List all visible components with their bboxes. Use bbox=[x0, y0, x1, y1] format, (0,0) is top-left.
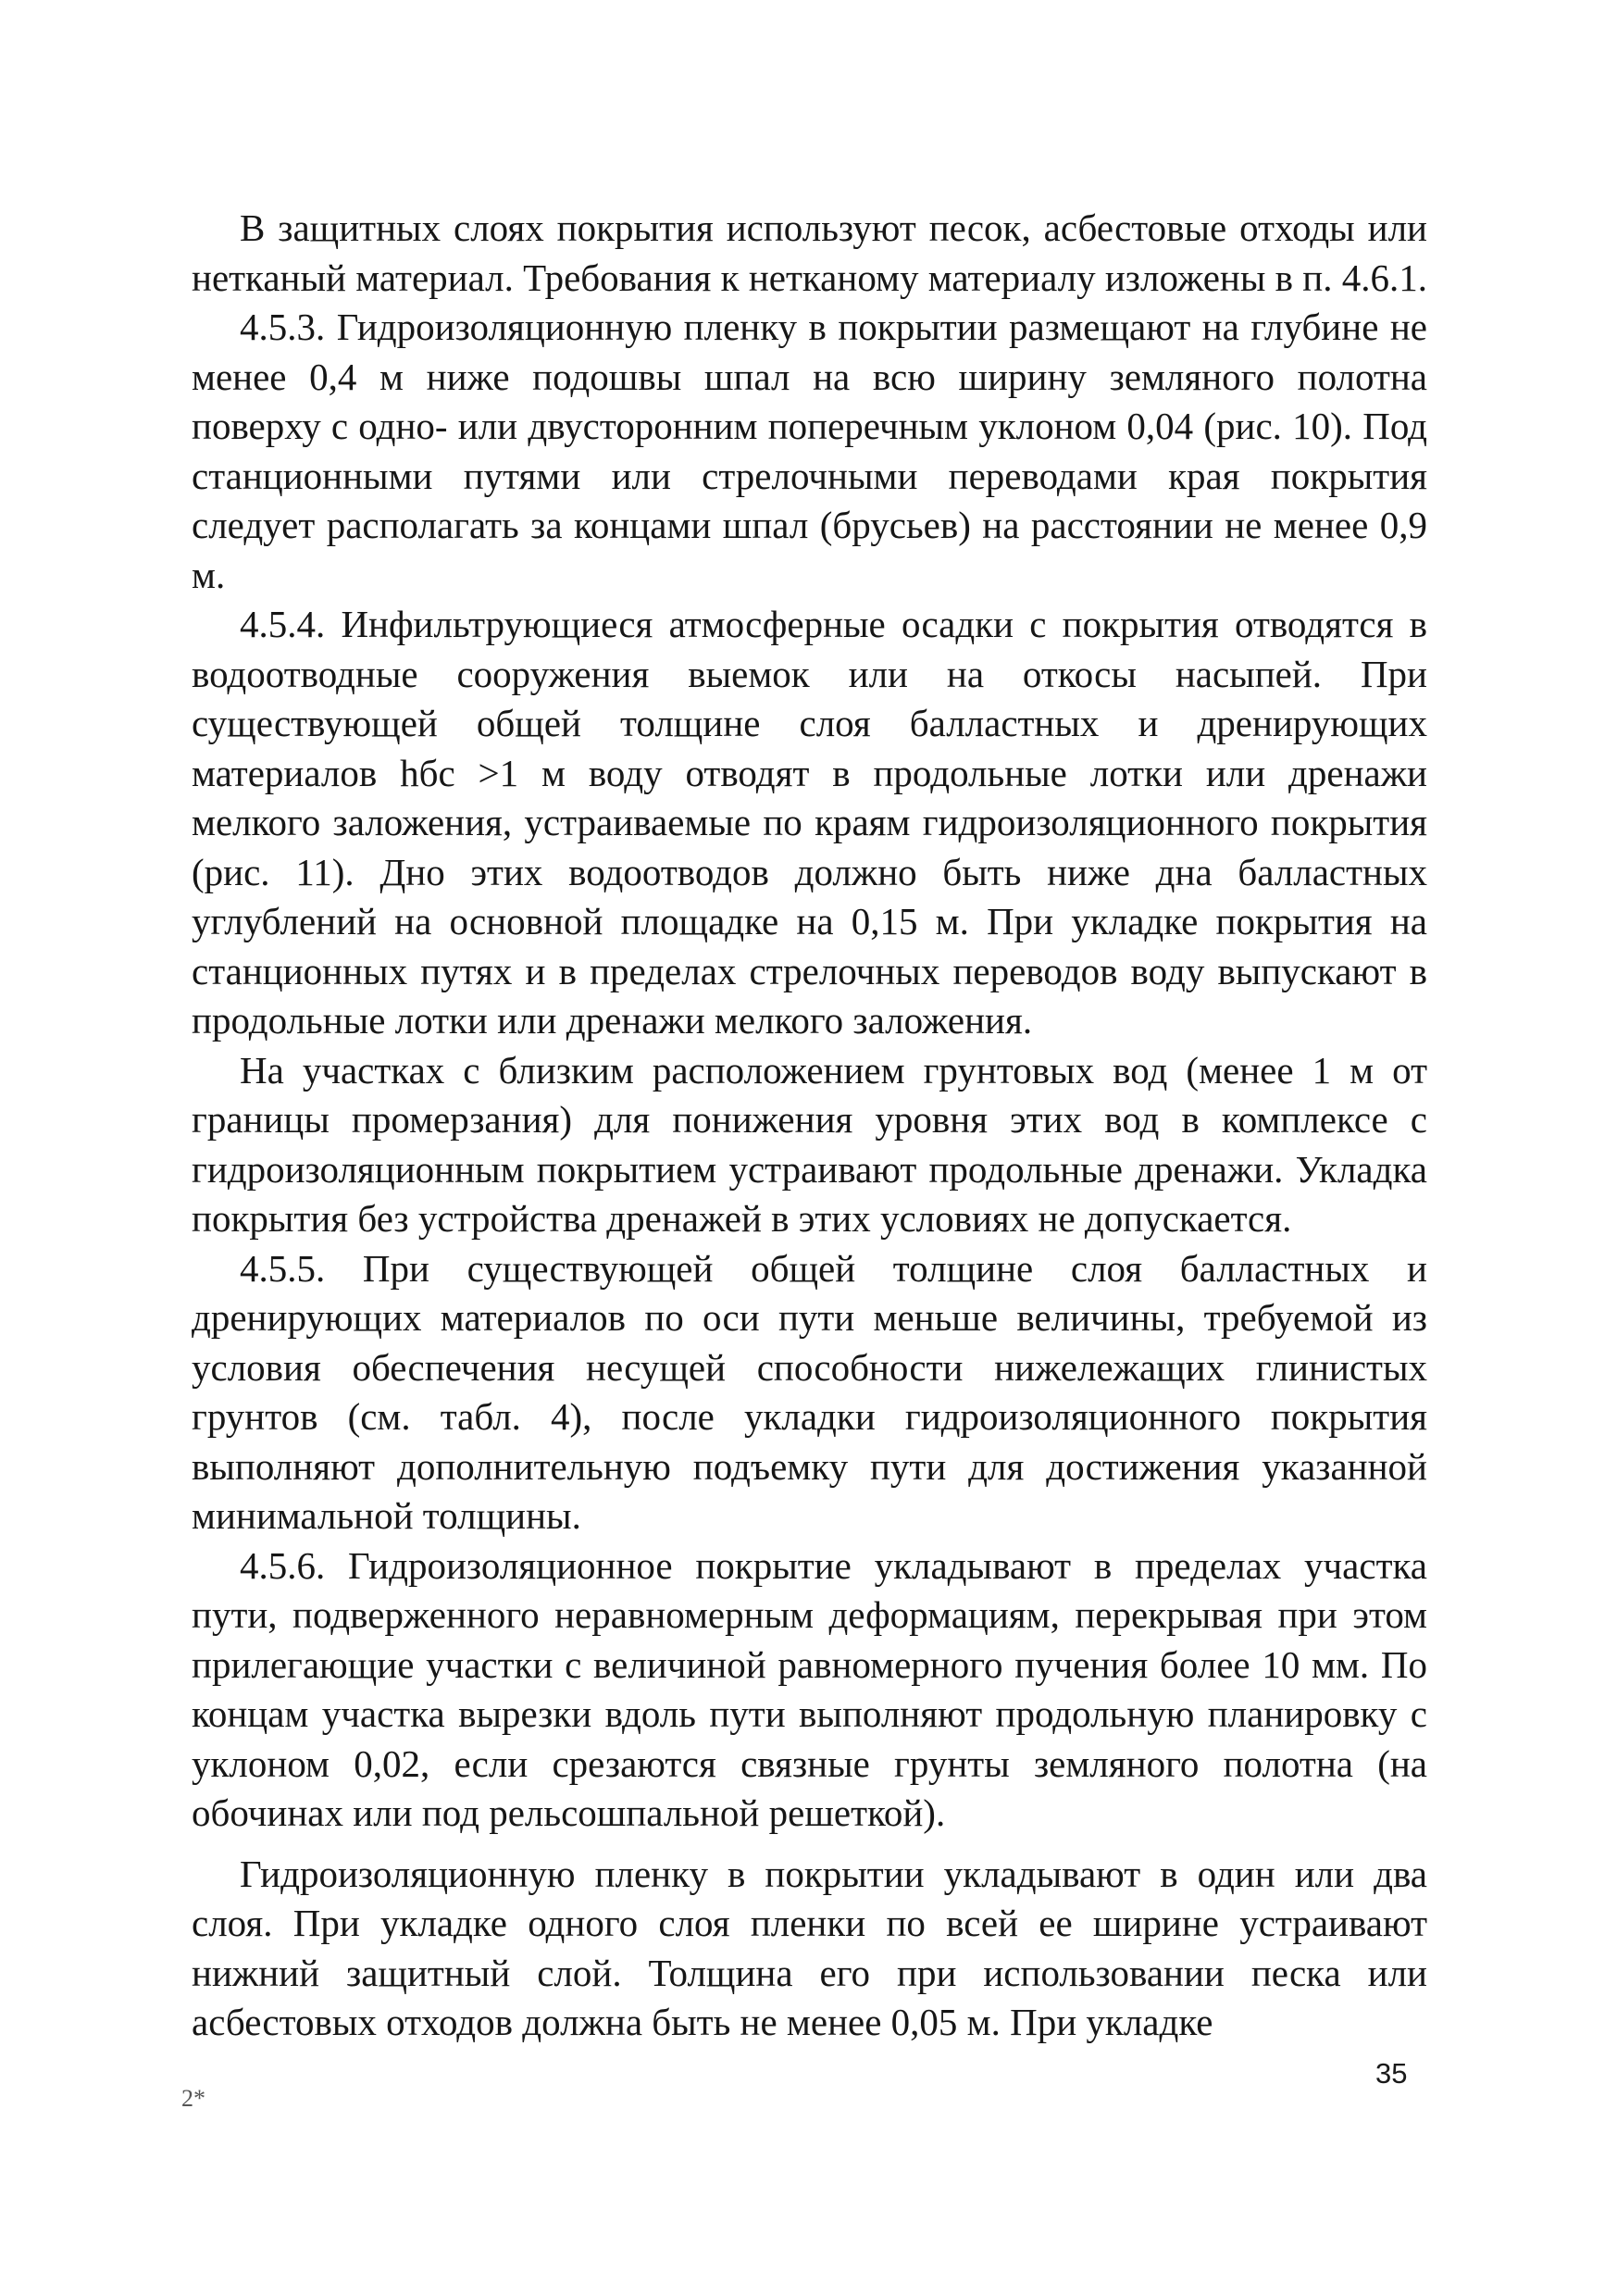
paragraph-film-layers: Гидроизоляционную пленку в покрытии укладывают в один или два слоя. При укладке одного слоя пленки по всей ее ширине устраивают нижний защитный слой. Толщина его при использовании песка или асбестовых отходов должна быть не менее 0,05 м. При укладке bbox=[192, 1852, 1427, 2043]
paragraph-4-5-6: 4.5.6. Гидроизоляционное покрытие укладывают в пределах участка пути, подверженного неравномерным деформациям, перекрывая при этом прилегающие участки с величиной равномерного пучения более 10 мм. По концам участка вырезки вдоль пути выполняют продольную планировку с уклоном 0,02, если срезаются связные грунты земляного полотна (на обочинах или под рельсошпальной решеткой). bbox=[192, 1543, 1427, 1834]
page-number: 35 bbox=[1375, 2057, 1408, 2090]
paragraph-4-5-4: 4.5.4. Инфильтрующиеся атмосферные осадки с покрытия отводятся в водоотводные сооружения выемок или на откосы насыпей. При существующей общей толщине слоя балластных и дренирующих материалов hбс >1 м воду отводят в продольные лотки или дренажи мелкого заложения, устраиваемые по краям гидроизоляционного покрытия (рис. 11). Дно этих водоотводов должно быть ниже дна балластных углублений на основной площадке на 0,15 м. При укладке покрытия на станционных путях и в пределах стрелочных переводов воду выпускают в продольные лотки или дренажи мелкого заложения. bbox=[192, 603, 1427, 1042]
paragraph-4-5-3: 4.5.3. Гидроизоляционную пленку в покрытии размещают на глубине не менее 0,4 м ниже подошвы шпал на всю ширину земляного полотна поверху с одно- или двусторонним поперечным уклоном 0,04 (рис. 10). Под станционными путями или стрелочными переводами края покрытия следует располагать за концами шпал (брусьев) на расстоянии не менее 0,9 м. bbox=[192, 306, 1427, 596]
signature-mark: 2* bbox=[181, 2085, 205, 2112]
page-body bbox=[192, 204, 1427, 2048]
paragraph-protective-layers: В защитных слоях покрытия используют песок, асбестовые отходы или нетканый материал. Требования к нетканому материалу изложены в п. 4.6.1. bbox=[192, 206, 1427, 299]
paragraph-4-5-5: 4.5.5. При существующей общей толщине слоя балластных и дренирующих материалов по оси пути меньше величины, требуемой из условия обеспечения несущей способности нижележащих глинистых грунтов (см. табл. 4), после укладки гидроизоляционного покрытия выполняют дополнительную подъемку пути для достижения указанной минимальной толщины. bbox=[192, 1246, 1427, 1537]
paragraph-groundwater: На участках с близким расположением грунтовых вод (менее 1 м от границы промерзания) для понижения уровня этих вод в комплексе с гидроизоляционным покрытием устраивают продольные дренажи. Укладка покрытия без устройства дренажей в этих условиях не допускается. bbox=[192, 1048, 1427, 1240]
